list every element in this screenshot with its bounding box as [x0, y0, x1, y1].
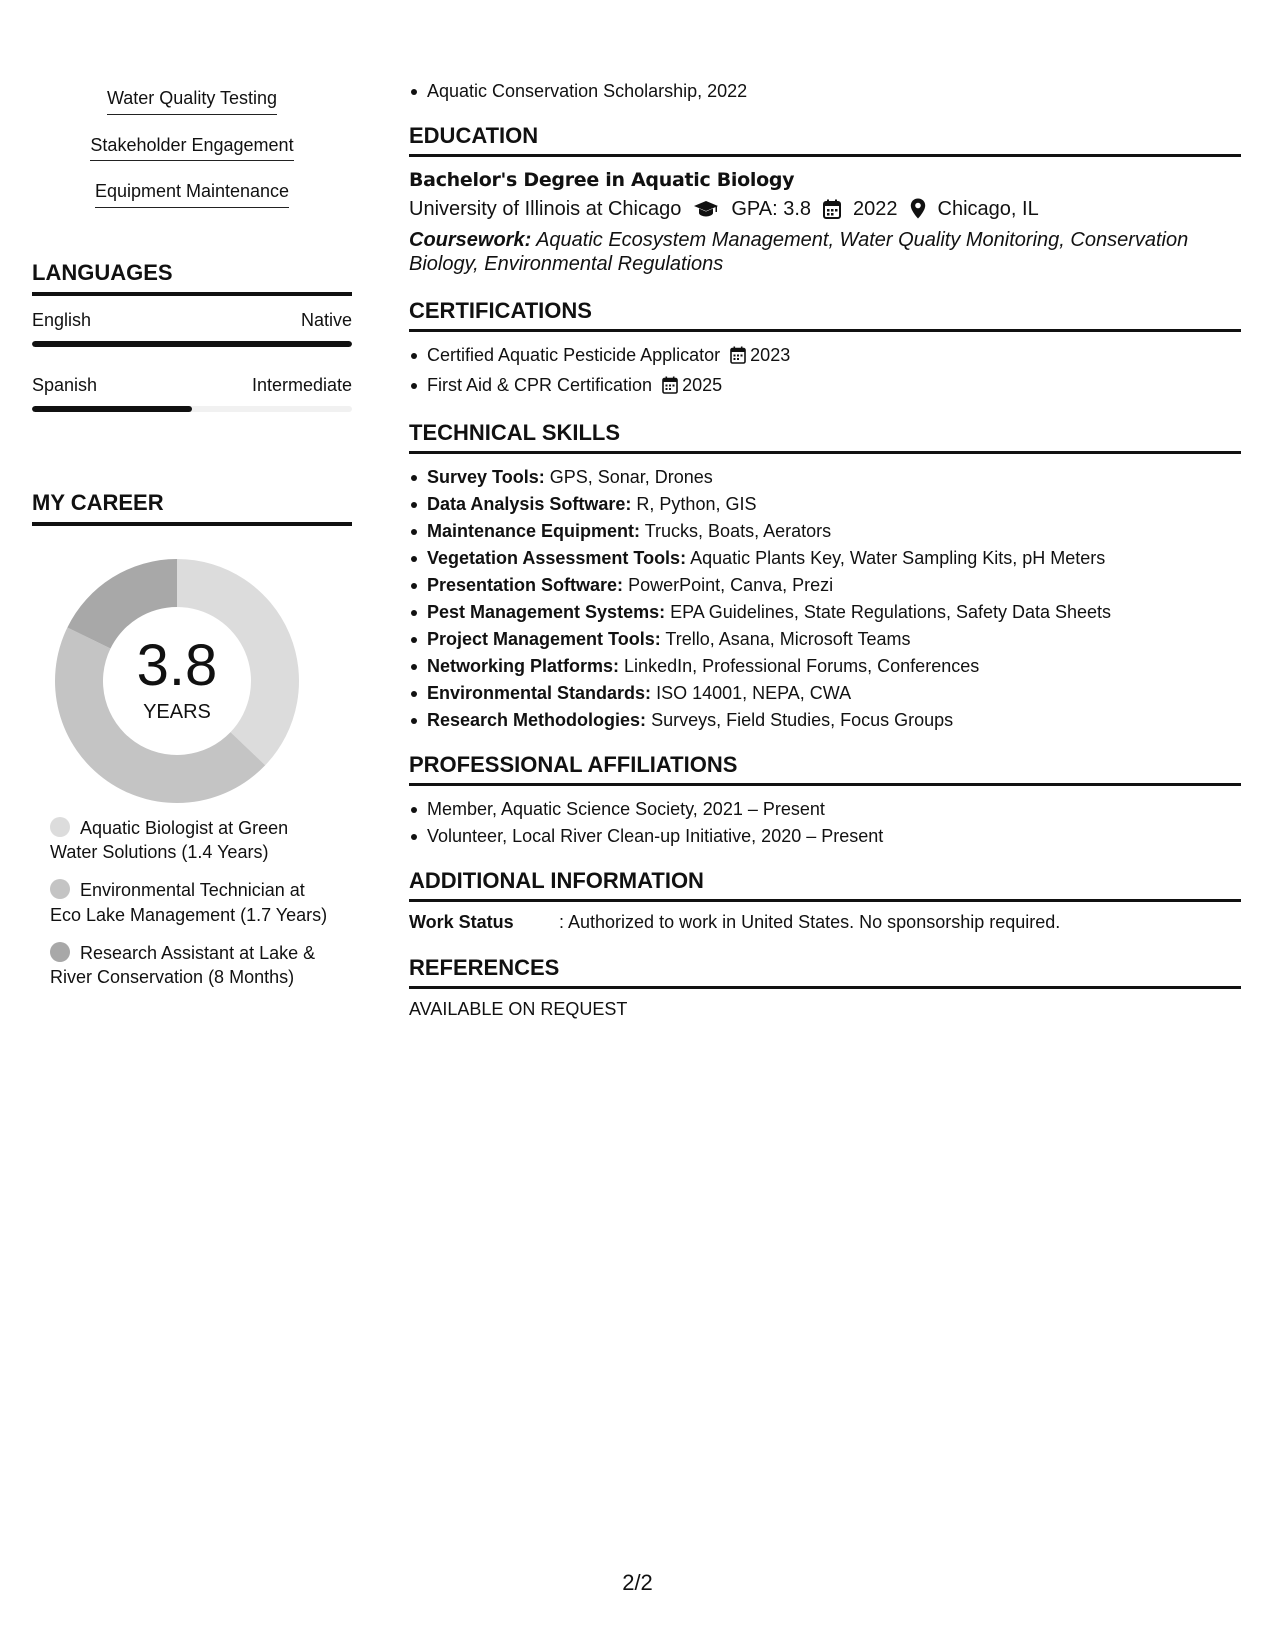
legend-dot-icon — [50, 879, 70, 899]
skill-tags — [32, 80, 352, 220]
references-text: AVAILABLE ON REQUEST — [409, 998, 628, 1019]
skill-value: Aquatic Plants Key, Water Sampling Kits, pH Meters — [690, 547, 1106, 568]
skill-value: PowerPoint, Canva, Prezi — [628, 574, 834, 595]
skill-tag: Equipment Maintenance — [95, 173, 289, 208]
legend-dot-icon — [50, 817, 70, 837]
legend-label: Environmental Technician at Eco Lake Management (1.7 Years) — [50, 880, 328, 925]
certifications-list — [409, 342, 1241, 402]
skill-value: Trello, Asana, Microsoft Teams — [665, 628, 911, 649]
language-item — [32, 310, 352, 347]
donut-center — [52, 556, 302, 806]
list-item — [409, 707, 1241, 734]
certification-name: Certified Aquatic Pesticide Applicator — [427, 344, 721, 365]
skill-label: Project Management Tools: — [427, 628, 661, 649]
language-bar-fill — [32, 341, 352, 347]
skill-label: Networking Platforms: — [427, 655, 620, 676]
page-number: 2/2 — [622, 1570, 653, 1595]
education-meta — [409, 194, 1241, 224]
language-item — [32, 375, 352, 412]
career-legend — [50, 816, 330, 990]
technical-skills-list — [409, 464, 1241, 734]
list-item: Member, Aquatic Science Society, 2021 – Present — [409, 796, 1241, 823]
skill-value: Trucks, Boats, Aerators — [644, 520, 832, 541]
skill-label: Vegetation Assessment Tools: — [427, 547, 687, 568]
references-heading: REFERENCES — [409, 955, 1241, 989]
language-level: Intermediate — [251, 374, 352, 395]
skill-label: Pest Management Systems: — [427, 601, 666, 622]
graduation-cap-icon — [693, 200, 719, 218]
legend-label: Research Assistant at Lake & River Conservation (8 Months) — [50, 942, 316, 988]
skill-label: Research Methodologies: — [427, 709, 647, 730]
career-donut-chart — [32, 546, 352, 816]
education-location: Chicago, IL — [937, 197, 1039, 220]
list-item: Volunteer, Local River Clean-up Initiative, 2020 – Present — [409, 823, 1241, 850]
additional-info-heading: ADDITIONAL INFORMATION — [409, 868, 1241, 902]
skill-label: Environmental Standards: — [427, 682, 652, 703]
calendar-icon — [730, 345, 746, 372]
work-status-value: : Authorized to work in United States. No sponsorship required. — [559, 911, 1061, 932]
education-coursework — [409, 228, 1241, 276]
skill-value: ISO 14001, NEPA, CWA — [656, 682, 852, 703]
coursework-label: Coursework: — [409, 228, 532, 251]
right-column — [409, 78, 1241, 1020]
certification-name: First Aid & CPR Certification — [427, 374, 653, 395]
skill-label: Survey Tools: — [427, 466, 545, 487]
legend-item — [50, 941, 330, 990]
certifications-heading: CERTIFICATIONS — [409, 298, 1241, 332]
list-item — [409, 464, 1241, 491]
map-pin-icon — [910, 198, 926, 219]
skill-tag: Water Quality Testing — [107, 80, 277, 115]
legend-label: Aquatic Biologist at Green Water Solutions (1.4 Years) — [50, 817, 289, 863]
list-item — [409, 599, 1241, 626]
legend-item — [50, 816, 330, 865]
career-total-years: 3.8 — [136, 633, 218, 699]
skill-value: Surveys, Field Studies, Focus Groups — [651, 709, 954, 730]
skill-value: GPS, Sonar, Drones — [549, 466, 713, 487]
certification-year: 2023 — [750, 344, 791, 365]
education-school: University of Illinois at Chicago — [409, 197, 682, 220]
language-name: Spanish — [32, 374, 98, 395]
list-item — [409, 653, 1241, 680]
skill-value: R, Python, GIS — [636, 493, 757, 514]
career-heading: MY CAREER — [32, 490, 352, 526]
list-item — [409, 626, 1241, 653]
coursework-text: Aquatic Ecosystem Management, Water Quality Monitoring, Conservation Biology, Environmental Regulations — [409, 228, 1189, 275]
language-bar — [32, 341, 352, 347]
languages-heading: LANGUAGES — [32, 260, 352, 296]
skill-tag: Stakeholder Engagement — [90, 127, 293, 162]
technical-skills-heading: TECHNICAL SKILLS — [409, 420, 1241, 454]
calendar-icon — [823, 199, 841, 219]
list-item — [409, 545, 1241, 572]
list-item — [409, 518, 1241, 545]
certification-year: 2025 — [682, 374, 723, 395]
list-item — [409, 680, 1241, 707]
education-gpa: GPA: 3.8 — [731, 197, 812, 220]
work-status-row — [409, 912, 1241, 933]
education-degree: Bachelor's Degree in Aquatic Biology — [409, 169, 795, 191]
skill-label: Maintenance Equipment: — [427, 520, 641, 541]
legend-item — [50, 878, 330, 927]
left-column — [32, 80, 352, 1004]
list-item — [409, 491, 1241, 518]
skill-label: Data Analysis Software: — [427, 493, 632, 514]
list-item — [409, 572, 1241, 599]
skill-label: Presentation Software: — [427, 574, 624, 595]
career-total-unit: YEARS — [143, 701, 211, 724]
awards-list — [409, 78, 1241, 105]
skill-value: EPA Guidelines, State Regulations, Safety Data Sheets — [670, 601, 1112, 622]
list-item — [409, 342, 1241, 372]
skill-value: LinkedIn, Professional Forums, Conferences — [624, 655, 980, 676]
education-heading: EDUCATION — [409, 123, 1241, 157]
legend-dot-icon — [50, 942, 70, 962]
calendar-icon — [662, 375, 678, 402]
language-bar — [32, 406, 352, 412]
list-item — [409, 372, 1241, 402]
language-level: Native — [300, 309, 352, 330]
affiliations-list — [409, 796, 1241, 850]
affiliations-heading: PROFESSIONAL AFFILIATIONS — [409, 752, 1241, 786]
language-name: English — [32, 309, 92, 330]
language-bar-fill — [32, 406, 192, 412]
list-item: Aquatic Conservation Scholarship, 2022 — [409, 78, 1241, 105]
education-year: 2022 — [853, 197, 898, 220]
work-status-label: Work Status — [409, 911, 514, 932]
